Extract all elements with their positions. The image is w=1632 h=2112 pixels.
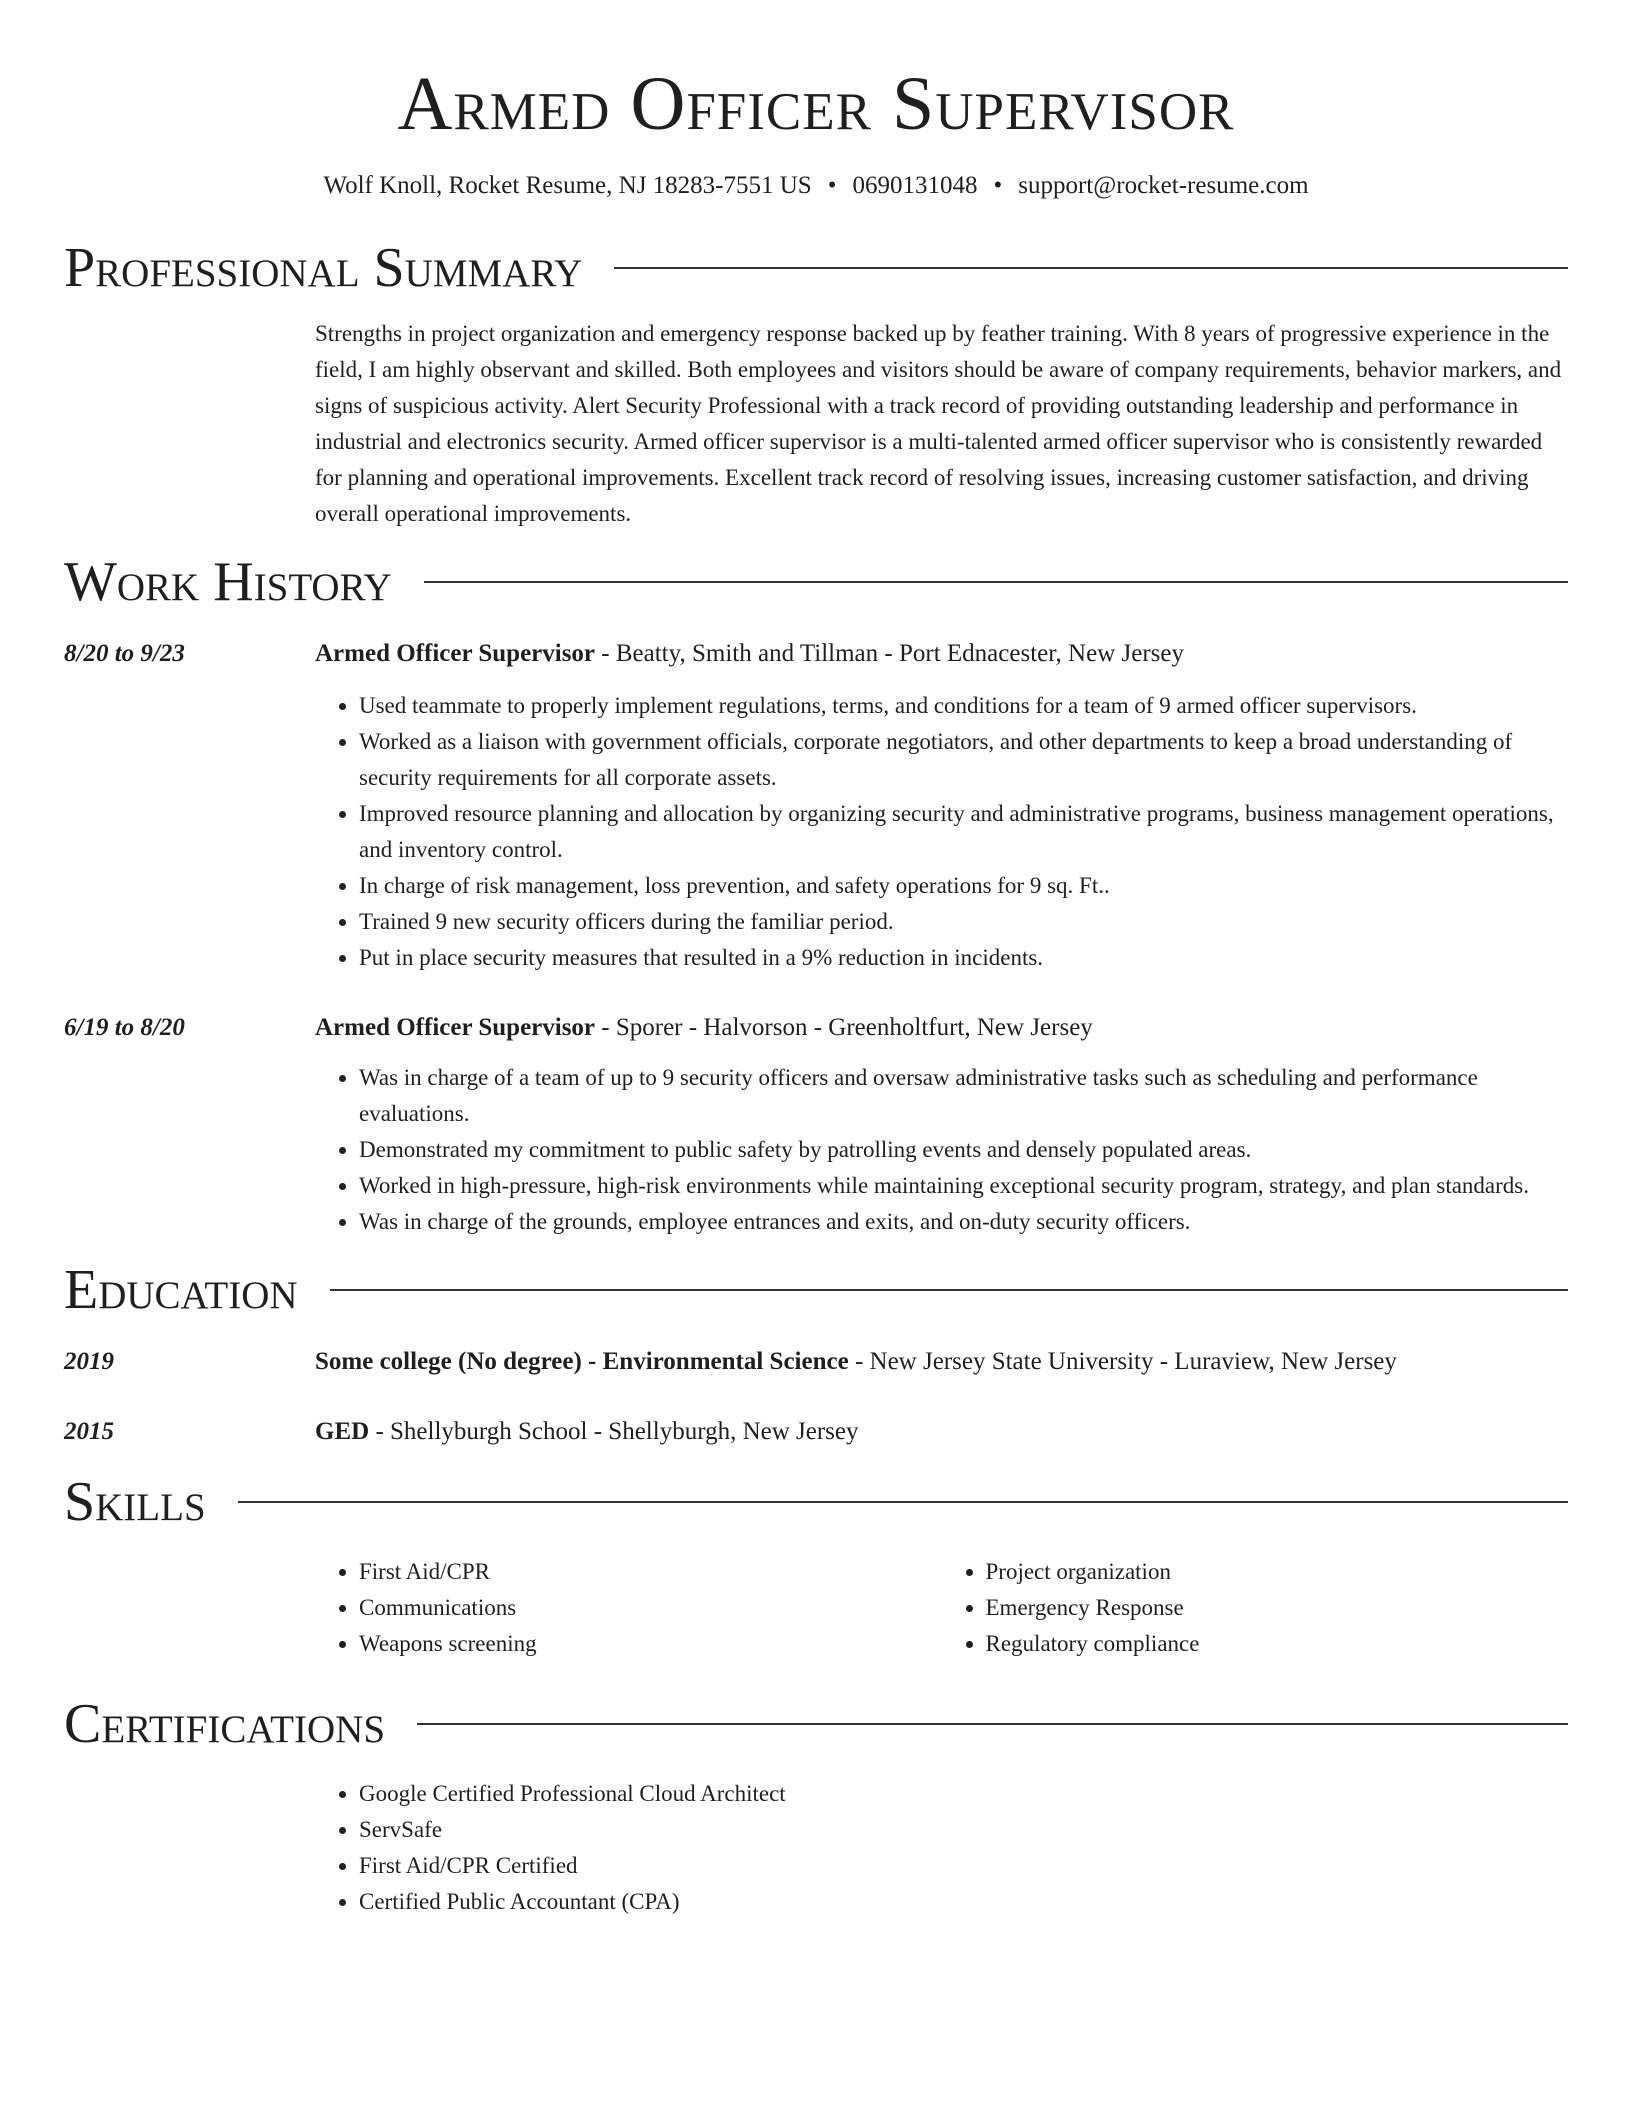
job-dates: 8/20 to 9/23 bbox=[64, 640, 185, 667]
education-line bbox=[315, 1344, 1568, 1380]
section-rule bbox=[424, 581, 1568, 583]
summary-text: Strengths in project organization and emergency response backed up by feather training. With 8 years of progressive experience in the field, I am highly observant and skilled. Both employees and visitors should be aware of company requirements, behavior markers, and signs of suspicious activity. Alert Security Professional with a track record of providing outstanding leadership and performance in industrial and electronics security. Armed officer supervisor is a multi-talented armed officer supervisor who is consistently rewarded for planning and operational improvements. Excellent track record of resolving issues, increasing customer satisfaction, and driving overall operational improvements. bbox=[315, 321, 1562, 526]
section-header-summary bbox=[64, 236, 1568, 300]
contact-line bbox=[64, 170, 1568, 202]
skills-list-right bbox=[942, 1554, 1569, 1662]
job-title-line bbox=[315, 1010, 1568, 1046]
job-role: Armed Officer Supervisor bbox=[315, 1014, 596, 1041]
skills-list-left bbox=[315, 1554, 942, 1662]
job-bullet: • Improved resource planning and allocation by organizing security and administrative programs, business management operations, and inventory control. bbox=[359, 796, 1568, 868]
education-degree: Some college (No degree) - Environmental Science bbox=[315, 1348, 849, 1375]
job-bullets bbox=[315, 688, 1568, 976]
section-title-work: Work History bbox=[64, 551, 392, 613]
job-dates: 6/19 to 8/20 bbox=[64, 1014, 185, 1041]
section-title-summary: Professional Summary bbox=[64, 237, 583, 299]
contact-phone: 0690131048 bbox=[852, 172, 978, 199]
job-bullet: • Worked in high-pressure, high-risk environments while maintaining exceptional security program, strategy, and plan standards. bbox=[359, 1168, 1568, 1204]
job-bullet: • Was in charge of the grounds, employee entrances and exits, and on-duty security officers. bbox=[359, 1204, 1568, 1240]
skill-item: • Communications bbox=[359, 1590, 942, 1626]
skill-item: • Emergency Response bbox=[986, 1590, 1569, 1626]
job-bullet: • Trained 9 new security officers during the familiar period. bbox=[359, 904, 1568, 940]
job-header bbox=[64, 1010, 1568, 1046]
job-details: - Sporer - Halvorson - Greenholtfurt, New Jersey bbox=[595, 1014, 1093, 1041]
section-header-skills bbox=[64, 1470, 1568, 1534]
summary-block bbox=[315, 316, 1568, 532]
section-header-education bbox=[64, 1258, 1568, 1322]
section-rule bbox=[417, 1723, 1568, 1725]
education-year: 2019 bbox=[64, 1348, 114, 1375]
section-header-work bbox=[64, 550, 1568, 614]
education-details: - New Jersey State University - Luraview, New Jersey bbox=[848, 1348, 1397, 1375]
education-entry bbox=[64, 1344, 1568, 1380]
contact-address: Wolf Knoll, Rocket Resume, NJ 18283-7551 US bbox=[323, 172, 812, 199]
certification-item: • Google Certified Professional Cloud Architect bbox=[359, 1776, 1568, 1812]
certification-item: • Certified Public Accountant (CPA) bbox=[359, 1884, 1568, 1920]
section-title-skills: Skills bbox=[64, 1471, 206, 1533]
skill-item: • Regulatory compliance bbox=[986, 1626, 1569, 1662]
section-rule bbox=[330, 1289, 1568, 1291]
job-entry bbox=[64, 636, 1568, 976]
skill-item: • Weapons screening bbox=[359, 1626, 942, 1662]
certification-item: • ServSafe bbox=[359, 1812, 1568, 1848]
education-degree: GED bbox=[315, 1418, 370, 1445]
resume-page bbox=[64, 0, 1568, 1920]
job-details: - Beatty, Smith and Tillman - Port Ednacester, New Jersey bbox=[595, 640, 1184, 667]
resume-name: Armed Officer Supervisor bbox=[397, 62, 1235, 146]
skill-item: • First Aid/CPR bbox=[359, 1554, 942, 1590]
section-title-education: Education bbox=[64, 1259, 298, 1321]
job-title-line bbox=[315, 636, 1568, 672]
job-entry bbox=[64, 1010, 1568, 1240]
job-bullet: • Was in charge of a team of up to 9 security officers and oversaw administrative tasks such as scheduling and performance evaluations. bbox=[359, 1060, 1568, 1132]
education-year: 2015 bbox=[64, 1418, 114, 1445]
section-header-certifications bbox=[64, 1692, 1568, 1756]
education-details: - Shellyburgh School - Shellyburgh, New Jersey bbox=[369, 1418, 859, 1445]
skill-item: • Project organization bbox=[986, 1554, 1569, 1590]
contact-email[interactable]: support@rocket-resume.com bbox=[1018, 172, 1309, 199]
education-entry bbox=[64, 1414, 1568, 1450]
section-title-certifications: Certifications bbox=[64, 1693, 386, 1755]
skills-grid bbox=[315, 1554, 1568, 1662]
job-bullet-list bbox=[315, 688, 1568, 976]
job-bullet: • Used teammate to properly implement regulations, terms, and conditions for a team of 9 armed officer supervisors. bbox=[359, 688, 1568, 724]
job-bullet-list bbox=[315, 1060, 1568, 1240]
job-role: Armed Officer Supervisor bbox=[315, 640, 596, 667]
job-header bbox=[64, 636, 1568, 672]
separator-dot: • bbox=[993, 172, 1003, 199]
certifications-list bbox=[315, 1776, 1568, 1920]
job-bullet: • Put in place security measures that resulted in a 9% reduction in incidents. bbox=[359, 940, 1568, 976]
job-bullet: • In charge of risk management, loss prevention, and safety operations for 9 sq. Ft.. bbox=[359, 868, 1568, 904]
section-rule bbox=[614, 267, 1568, 269]
job-bullet: • Demonstrated my commitment to public safety by patrolling events and densely populated areas. bbox=[359, 1132, 1568, 1168]
job-bullet: • Worked as a liaison with government officials, corporate negotiators, and other departments to keep a broad understanding of security requirements for all corporate assets. bbox=[359, 724, 1568, 796]
certifications-block bbox=[315, 1776, 1568, 1920]
certification-item: • First Aid/CPR Certified bbox=[359, 1848, 1568, 1884]
job-bullets bbox=[315, 1060, 1568, 1240]
education-line bbox=[315, 1414, 1568, 1450]
section-rule bbox=[238, 1501, 1568, 1503]
separator-dot: • bbox=[827, 172, 837, 199]
